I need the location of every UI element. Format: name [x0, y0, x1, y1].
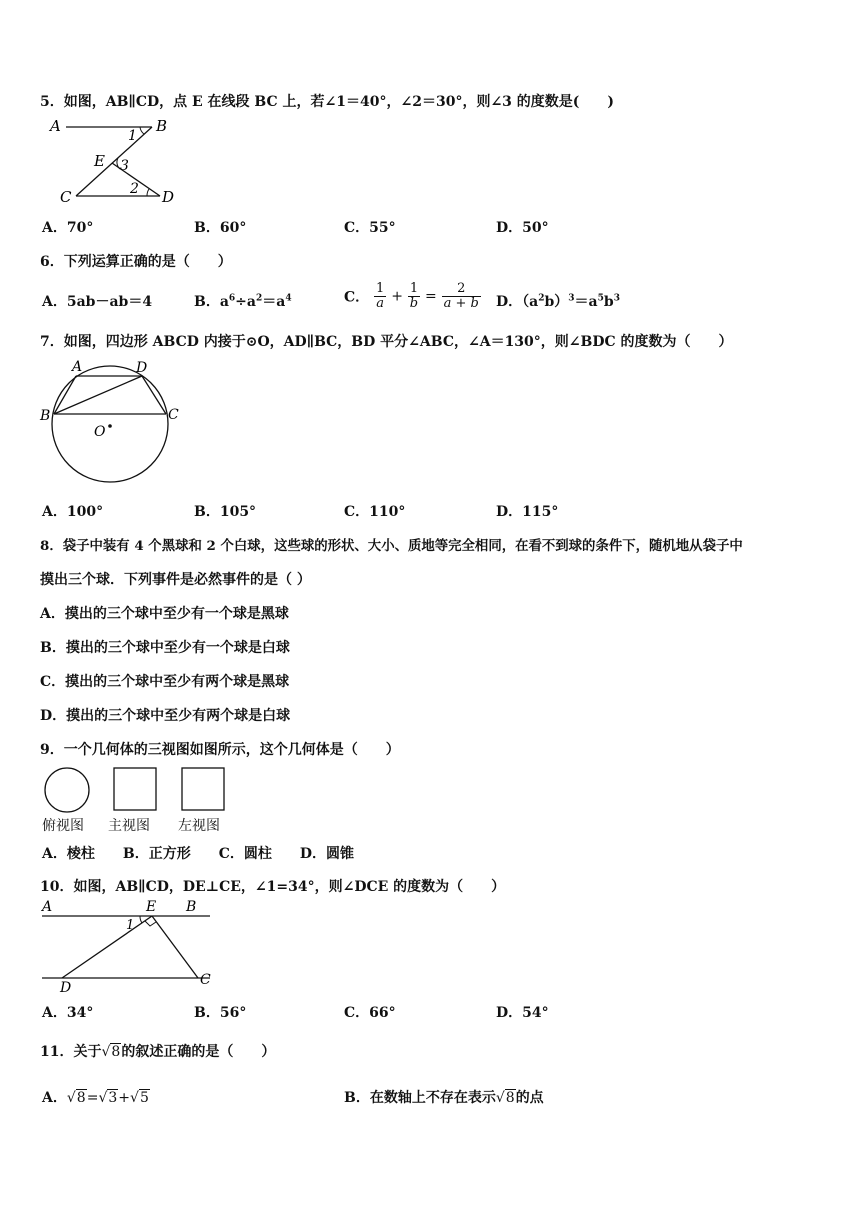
q7-figure: [38, 358, 188, 500]
q8-option-a[interactable]: A．摸出的三个球中至少有一个球是黑球: [40, 606, 289, 622]
q5-angle-1: 1: [128, 128, 137, 144]
q5-angle-2: 2: [130, 181, 139, 197]
q9-caption-front-view: 主视图: [108, 818, 150, 834]
q11-stem: 11．关于√8的叙述正确的是（ ）: [40, 1044, 276, 1060]
q10-label-E: E: [146, 899, 157, 915]
q10-option-d[interactable]: D．54°: [496, 1005, 549, 1021]
q5-option-a[interactable]: A．70°: [42, 220, 94, 236]
q10-label-A: A: [42, 899, 53, 915]
q6-fraction-1-over-a: $\frac{1}{a}$: [376, 281, 385, 311]
q8-stem-line2: 摸出三个球．下列事件是必然事件的是（ ）: [40, 572, 311, 588]
q11-sqrt-8: √8: [101, 1044, 121, 1060]
q11-option-a[interactable]: A．√8=√3+√5: [42, 1090, 149, 1106]
q9-three-views: [40, 764, 240, 818]
q6-option-a[interactable]: A．5ab－ab＝4: [42, 294, 153, 310]
q5-label-A: A: [50, 117, 61, 135]
q5-option-d[interactable]: D．50°: [496, 220, 549, 236]
q7-label-B: B: [40, 408, 51, 424]
q9-caption-top-view: 俯视图: [42, 818, 84, 834]
q7-label-D: D: [136, 360, 148, 376]
q5-option-c[interactable]: C．55°: [344, 220, 396, 236]
q8-stem-line1: 8．袋子中装有 4 个黑球和 2 个白球，这些球的形状、大小、质地等完全相同，在看不到球的条件下，随机地从袋子中: [40, 538, 743, 554]
q7-option-a[interactable]: A．100°: [42, 504, 104, 520]
q6-fraction-2-over-a-plus-b: $\frac{2}{a + b}$: [443, 281, 479, 311]
q10-angle-1: 1: [126, 918, 135, 933]
q7-option-c[interactable]: C．110°: [344, 504, 406, 520]
q7-label-C: C: [168, 407, 179, 423]
q7-option-d[interactable]: D．115°: [496, 504, 559, 520]
q5-option-b[interactable]: B．60°: [194, 220, 247, 236]
q7-option-b[interactable]: B．105°: [194, 504, 257, 520]
q8-option-c[interactable]: C．摸出的三个球中至少有两个球是黑球: [40, 674, 290, 690]
q9-caption-side-view: 左视图: [178, 818, 220, 834]
q6-fraction-1-over-b: $\frac{1}{b}$: [409, 281, 419, 311]
q6-stem: 6．下列运算正确的是（ ）: [40, 254, 232, 270]
q5-label-E: E: [94, 152, 105, 170]
q9-stem: 9．一个几何体的三视图如图所示，这个几何体是（ ）: [40, 742, 400, 758]
q7-label-A: A: [72, 359, 83, 375]
q11-option-b[interactable]: B．在数轴上不存在表示√8的点: [344, 1090, 544, 1106]
q5-stem: 5．如图，AB∥CD，点 E 在线段 BC 上，若∠1＝40°，∠2＝30°，则∠3 的度数是( ): [40, 94, 615, 110]
q10-label-C: C: [200, 972, 211, 988]
q7-label-O: O: [94, 424, 106, 440]
q10-figure: [40, 898, 215, 1002]
q8-option-b[interactable]: B．摸出的三个球中至少有一个球是白球: [40, 640, 290, 656]
q5-angle-3: 3: [120, 158, 129, 174]
q10-option-a[interactable]: A．34°: [42, 1005, 94, 1021]
q6-option-b[interactable]: B．$a^6\div a^2=a^4$: [194, 293, 292, 310]
q10-stem: 10．如图，AB∥CD，DE⊥CE，∠1=34°，则∠DCE 的度数为（ ）: [40, 879, 506, 895]
q7-stem: 7．如图，四边形 ABCD 内接于⊙O，AD∥BC，BD 平分∠ABC，∠A＝130°，则∠BDC 的度数为（ ）: [40, 334, 733, 350]
q5-label-C: C: [60, 188, 72, 206]
q6-option-d[interactable]: D．$(a^2b)^3=a^5b^3$: [496, 293, 620, 310]
q9-options[interactable]: A．棱柱 B．正方形 C．圆柱 D．圆锥: [42, 846, 354, 862]
q5-label-D: D: [162, 188, 175, 206]
q5-label-B: B: [156, 117, 168, 135]
q5-figure: [44, 114, 194, 210]
q10-option-c[interactable]: C．66°: [344, 1005, 396, 1021]
q6-option-c[interactable]: C． $\frac{1}{a}$ + $\frac{1}{b}$ = $\frac{2}{a + b}$: [344, 281, 479, 311]
q10-label-B: B: [186, 899, 197, 915]
q10-label-D: D: [60, 980, 72, 996]
q8-option-d[interactable]: D．摸出的三个球中至少有两个球是白球: [40, 708, 291, 724]
q10-option-b[interactable]: B．56°: [194, 1005, 247, 1021]
